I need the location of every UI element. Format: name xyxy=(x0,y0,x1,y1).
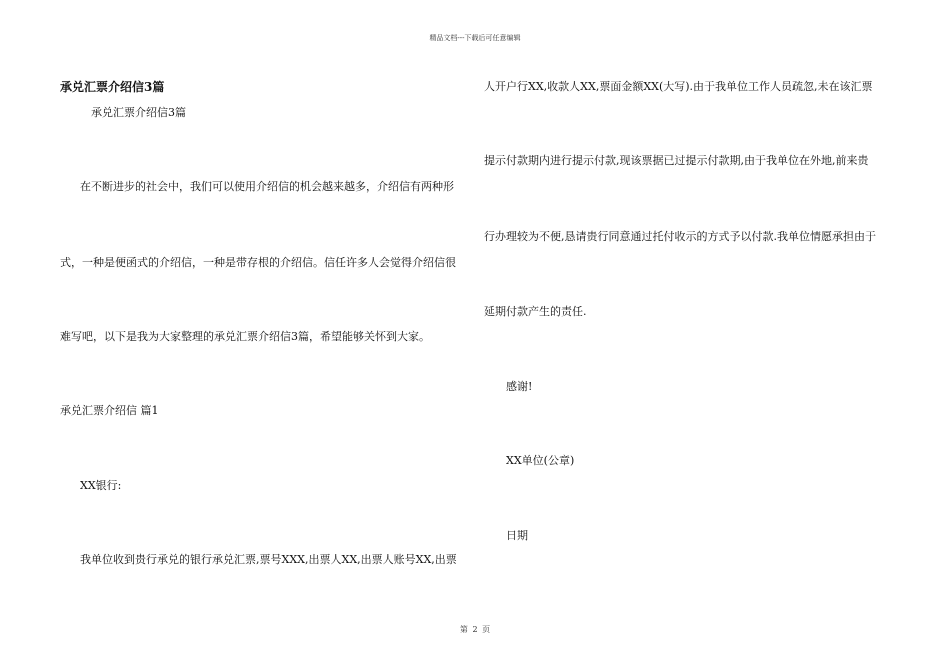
letter-body-line: 我单位收到贵行承兑的银行承兑汇票,票号XXX,出票人XX,出票人账号XX,出票 xyxy=(80,553,457,566)
document-title: 承兑汇票介绍信3篇 xyxy=(60,80,165,94)
letter-body-line: 延期付款产生的责任. xyxy=(484,305,587,318)
intro-line-1: 在不断进步的社会中，我们可以使用介绍信的机会越来越多，介绍信有两种形 xyxy=(80,180,454,193)
letter-signature: XX单位(公章) xyxy=(506,454,575,467)
intro-line-3: 难写吧，以下是我为大家整理的承兑汇票介绍信3篇，希望能够关怀到大家。 xyxy=(60,330,430,343)
letter-body-line: 提示付款期内进行提示付款,现该票据已过提示付款期,由于我单位在外地,前来贵 xyxy=(484,154,869,167)
page-header: 精品文档---下载后可任意编辑 xyxy=(429,34,521,42)
document-subtitle: 承兑汇票介绍信3篇 xyxy=(91,106,186,119)
section-heading: 承兑汇票介绍信 篇1 xyxy=(60,404,159,417)
letter-date: 日期 xyxy=(506,529,528,542)
letter-body-line: 人开户行XX,收款人XX,票面金额XX(大写).由于我单位工作人员疏忽,未在该汇票 xyxy=(484,80,873,93)
letter-thanks: 感谢! xyxy=(506,380,533,393)
page-number: 第 2 页 xyxy=(459,625,491,634)
letter-salutation: XX银行: xyxy=(80,479,122,492)
intro-line-2: 式，一种是便函式的介绍信，一种是带存根的介绍信。信任许多人会觉得介绍信很 xyxy=(60,256,456,269)
letter-body-line: 行办理较为不便,恳请贵行同意通过托付收示的方式予以付款.我单位情愿承担由于 xyxy=(484,230,876,243)
